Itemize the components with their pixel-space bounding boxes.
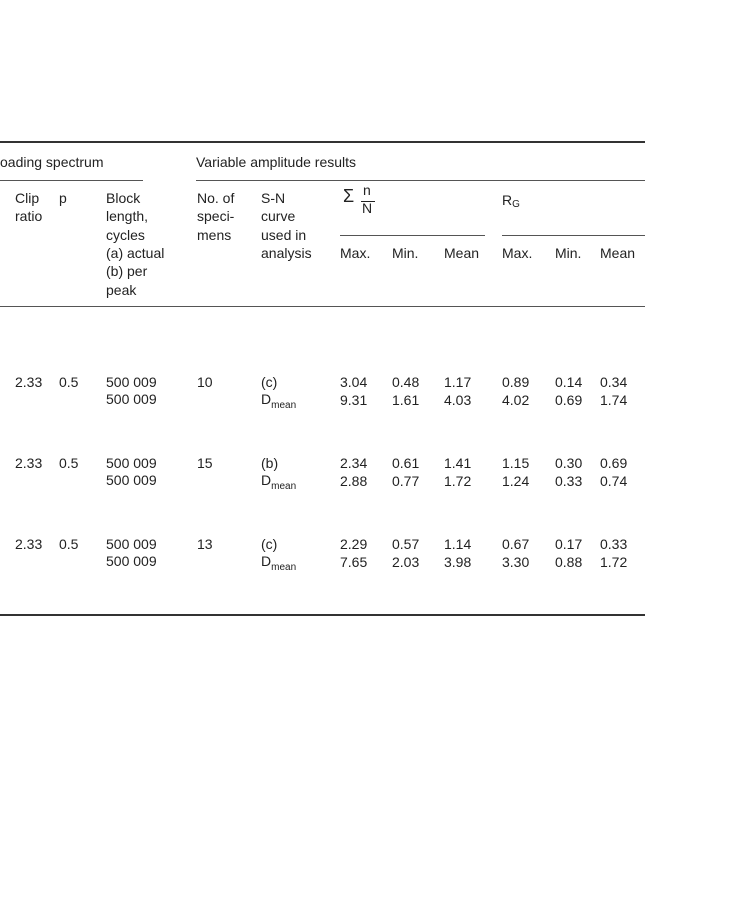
fraction-numerator: n	[363, 182, 371, 198]
header-sum-n-over-n	[343, 182, 383, 218]
header-text: cycles	[106, 227, 145, 243]
header-text: ratio	[15, 208, 43, 224]
header-rg-min: Min.	[555, 245, 582, 261]
cell-curve-b	[261, 552, 296, 577]
cell-sum-mean-b: 1.72	[444, 473, 472, 489]
cell-sum-mean-a: 1.14	[444, 536, 472, 552]
rg-main: R	[502, 192, 513, 208]
cell-block-a: 500 009	[106, 536, 157, 552]
cell-rg-min-b: 0.69	[555, 392, 583, 408]
cell-sum-min-b: 0.77	[392, 473, 420, 489]
cell-rg-max-a: 1.15	[502, 455, 530, 471]
cell-rg-mean-b: 1.72	[600, 554, 628, 570]
cell-sum-max-a: 3.04	[340, 374, 368, 390]
cell-rg-max-a: 0.67	[502, 536, 530, 552]
cell-rg-mean-a: 0.34	[600, 374, 628, 390]
d-main: D	[261, 391, 272, 407]
cell-curve-b	[261, 390, 296, 415]
header-text: analysis	[261, 245, 312, 261]
cell-rg-min-b: 0.33	[555, 473, 583, 489]
cell-sum-max-b: 9.31	[340, 392, 368, 408]
cell-sum-max-b: 2.88	[340, 473, 368, 489]
top-rule	[0, 141, 645, 143]
cell-block-b: 500 009	[106, 391, 157, 407]
cell-curve-a: (b)	[261, 455, 279, 471]
sum-group-rule	[340, 235, 485, 236]
cell-clip: 2.33	[15, 536, 43, 552]
cell-sum-max-b: 7.65	[340, 554, 368, 570]
cell-rg-min-a: 0.17	[555, 536, 583, 552]
cell-rg-min-a: 0.14	[555, 374, 583, 390]
d-subscript: mean	[271, 481, 297, 492]
header-text: Clip	[15, 190, 40, 206]
cell-curve-a: (c)	[261, 374, 278, 390]
cell-rg-min-b: 0.88	[555, 554, 583, 570]
results-group-rule	[196, 180, 645, 181]
header-text: length,	[106, 208, 149, 224]
cell-clip: 2.33	[15, 374, 43, 390]
header-rg-mean: Mean	[600, 245, 636, 261]
sigma-symbol: Σ	[343, 186, 355, 206]
cell-specimens: 10	[197, 374, 213, 390]
cell-sum-max-a: 2.29	[340, 536, 368, 552]
d-subscript: mean	[271, 400, 297, 411]
bottom-rule	[0, 614, 645, 616]
cell-sum-min-b: 1.61	[392, 392, 420, 408]
cell-sum-min-a: 0.57	[392, 536, 420, 552]
cell-specimens: 13	[197, 536, 213, 552]
header-text: mens	[197, 227, 232, 243]
cell-rg-mean-a: 0.69	[600, 455, 628, 471]
loading-group-rule	[0, 180, 143, 181]
header-sum-max: Max.	[340, 245, 371, 261]
header-sum-min: Min.	[392, 245, 419, 261]
header-text: S-N	[261, 190, 286, 206]
fraction-denominator: N	[362, 200, 373, 216]
header-rg-max: Max.	[502, 245, 533, 261]
cell-sum-mean-b: 3.98	[444, 554, 472, 570]
rg-group-rule	[502, 235, 645, 236]
header-rg	[502, 191, 520, 214]
cell-block-b: 500 009	[106, 553, 157, 569]
cell-sum-min-a: 0.61	[392, 455, 420, 471]
cell-curve-a: (c)	[261, 536, 278, 552]
header-p: p	[59, 190, 67, 206]
cell-rg-mean-a: 0.33	[600, 536, 628, 552]
d-main: D	[261, 472, 272, 488]
group-header-loading: oading spectrum	[0, 154, 104, 170]
cell-sum-max-a: 2.34	[340, 455, 368, 471]
header-text: speci-	[197, 208, 235, 224]
cell-rg-max-b: 4.02	[502, 392, 530, 408]
cell-p: 0.5	[59, 374, 79, 390]
header-bottom-rule	[0, 306, 645, 307]
header-text: used in	[261, 227, 307, 243]
cell-rg-mean-b: 1.74	[600, 392, 628, 408]
cell-p: 0.5	[59, 536, 79, 552]
rg-subscript: G	[512, 199, 520, 210]
cell-rg-mean-b: 0.74	[600, 473, 628, 489]
cell-block-b: 500 009	[106, 472, 157, 488]
cell-block-a: 500 009	[106, 455, 157, 471]
d-main: D	[261, 553, 272, 569]
cell-p: 0.5	[59, 455, 79, 471]
cell-sum-mean-b: 4.03	[444, 392, 472, 408]
header-text: Block	[106, 190, 141, 206]
cell-curve-b	[261, 471, 296, 496]
cell-block-a: 500 009	[106, 374, 157, 390]
cell-sum-mean-a: 1.41	[444, 455, 472, 471]
header-sum-mean: Mean	[444, 245, 480, 261]
header-text: peak	[106, 282, 137, 298]
cell-rg-max-b: 1.24	[502, 473, 530, 489]
header-text: (a) actual	[106, 245, 165, 261]
header-text: curve	[261, 208, 296, 224]
header-text: No. of	[197, 190, 235, 206]
group-header-results: Variable amplitude results	[196, 154, 357, 170]
cell-rg-min-a: 0.30	[555, 455, 583, 471]
cell-rg-max-a: 0.89	[502, 374, 530, 390]
cell-sum-min-a: 0.48	[392, 374, 420, 390]
cell-sum-min-b: 2.03	[392, 554, 420, 570]
cell-sum-mean-a: 1.17	[444, 374, 472, 390]
header-text: (b) per	[106, 263, 148, 279]
d-subscript: mean	[271, 562, 297, 573]
cell-specimens: 15	[197, 455, 213, 471]
cell-rg-max-b: 3.30	[502, 554, 530, 570]
cell-clip: 2.33	[15, 455, 43, 471]
